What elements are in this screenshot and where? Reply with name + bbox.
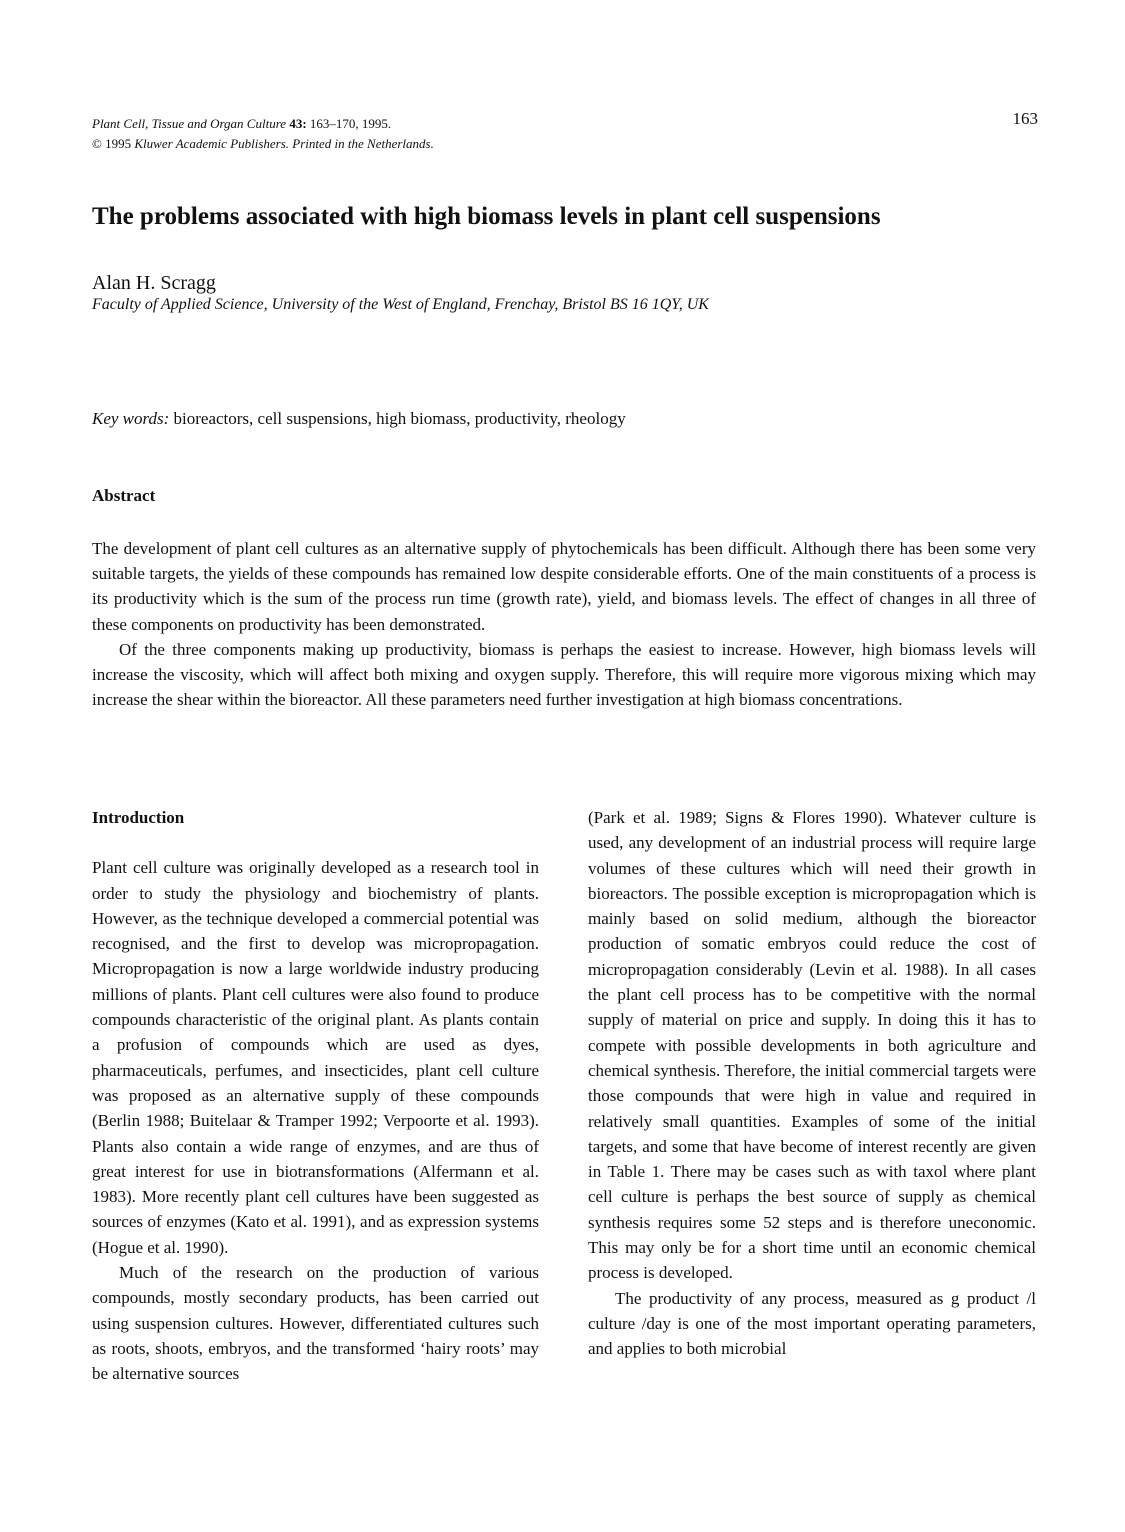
journal-pages-year: 163–170, 1995. <box>309 116 392 131</box>
right-column <box>588 805 1036 1362</box>
introduction-heading: Introduction <box>92 808 185 827</box>
abstract <box>92 536 1036 712</box>
abstract-heading: Abstract <box>92 486 156 505</box>
page-number: 163 <box>1012 109 1038 128</box>
keywords-text: bioreactors, cell suspensions, high biomass, productivity, rheology <box>173 409 626 428</box>
running-header <box>92 109 1038 154</box>
left-column <box>92 805 539 1387</box>
author-name: Alan H. Scragg <box>92 272 216 294</box>
article-title: The problems associated with high biomass levels in plant cell suspensions <box>92 203 881 230</box>
citation-line <box>92 114 1038 134</box>
copyright-year: © 1995 <box>92 136 132 151</box>
journal-volume: 43: <box>289 116 307 131</box>
keywords <box>92 409 1038 429</box>
intro-paragraph-3: (Park et al. 1989; Signs & Flores 1990). Whatever culture is used, any development of an industrial process will require large volumes of these cultures which will need their growth in bioreactors. The possible exception is micropropagation which is mainly based on solid medium, although the bioreactor production of somatic embryos could reduce the cost of micropropagation considerably (Levin et al. 1988). In all cases the plant cell process has to be competitive with the normal supply of material on price and supply. In doing this it has to compete with possible developments in both agriculture and chemical synthesis. Therefore, the initial commercial targets were those compounds that were high in value and required in relatively small quantities. Examples of some of the initial targets, and some that have become of interest recently are given in Table 1. There may be cases such as with taxol where plant cell culture is perhaps the best source of supply as chemical synthesis requires some 52 steps and is therefore uneconomic. This may only be for a short time until an economic chemical process is developed. <box>588 808 1036 1283</box>
author-affiliation: Faculty of Applied Science, University of the West of England, Frenchay, Bristol BS 16 1QY, UK <box>92 296 709 313</box>
journal-name: Plant Cell, Tissue and Organ Culture <box>92 116 287 131</box>
abstract-paragraph-2: Of the three components making up productivity, biomass is perhaps the easiest to increase. However, high biomass levels will increase the viscosity, which will affect both mixing and oxygen supply. Therefore, this will require more vigorous mixing which may increase the shear within the bioreactor. All these parameters need further investigation at high biomass concentrations. <box>92 639 1036 710</box>
abstract-paragraph-1: The development of plant cell cultures as an alternative supply of phytochemicals has been difficult. Although there has been some very suitable targets, the yields of these compounds has remained low despite considerable efforts. One of the main constituents of a process is its productivity which is the sum of the process run time (growth rate), yield, and biomass levels. The effect of changes in all three of these components on productivity has been demonstrated. <box>92 539 1036 634</box>
intro-paragraph-1: Plant cell culture was originally developed as a research tool in order to study the physiology and biochemistry of plants. However, as the technique developed a commercial potential was recognised, and the first to develop was micropropagation. Micropropagation is now a large worldwide industry producing millions of plants. Plant cell cultures were also found to produce compounds characteristic of the original plant. As plants contain a profusion of compounds which are used as dyes, pharmaceuticals, perfumes, and insecticides, plant cell culture was proposed as an alternative supply of these compounds (Berlin 1988; Buitelaar & Tramper 1992; Verpoorte et al. 1993). Plants also contain a wide range of enzymes, and are thus of great interest for use in biotransformations (Alfermann et al. 1983). More recently plant cell cultures have been suggested as sources of enzymes (Kato et al. 1991), and as expression systems (Hogue et al. 1990). <box>92 858 539 1257</box>
keywords-label: Key words: <box>92 409 170 428</box>
copyright-line <box>92 134 1038 154</box>
intro-paragraph-4: The productivity of any process, measured as g product /l culture /day is one of the most important operating parameters, and applies to both microbial <box>588 1288 1036 1359</box>
publisher: Kluwer Academic Publishers. Printed in the Netherlands. <box>134 136 434 151</box>
intro-paragraph-2: Much of the research on the production of various compounds, mostly secondary products, has been carried out using suspension cultures. However, differentiated cultures such as roots, shoots, embryos, and the transformed ‘hairy roots’ may be alternative sources <box>92 1263 539 1384</box>
